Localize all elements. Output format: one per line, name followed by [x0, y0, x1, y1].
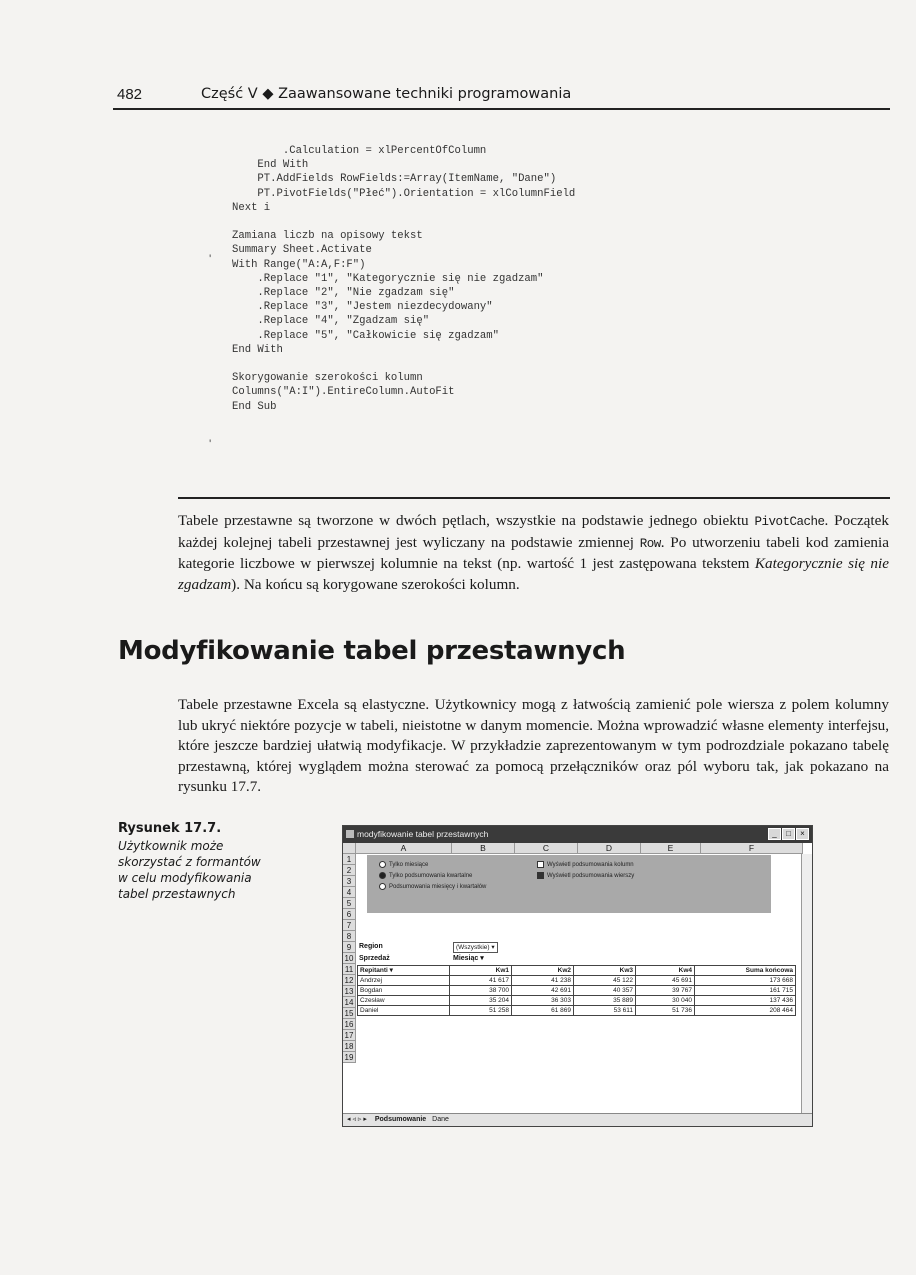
pivot-value-cell: 137 436: [695, 996, 796, 1006]
maximize-button[interactable]: □: [782, 828, 795, 840]
pivot-value-cell: 41 617: [450, 976, 512, 986]
sprzedaz-label: Sprzedaż: [359, 955, 390, 962]
code-line: PT.AddFields RowFields:=Array(ItemName, "Dane"): [232, 173, 557, 186]
excel-window: [342, 825, 813, 1127]
row-header[interactable]: 13: [343, 986, 356, 997]
pivot-header-row: [358, 966, 796, 976]
pivot-value-cell: 173 668: [695, 976, 796, 986]
col-header-b[interactable]: B: [452, 843, 515, 854]
checkbox-icon: [537, 861, 544, 868]
pivot-row-label: Daniel: [358, 1006, 450, 1016]
row-header[interactable]: 7: [343, 920, 356, 931]
region-label: Region: [359, 943, 383, 950]
code-line: Skorygowanie szerokości kolumn: [232, 372, 423, 385]
radio-selected-icon: [379, 872, 386, 879]
option-quarters[interactable]: Tylko podsumowania kwartalne: [379, 872, 472, 879]
pivot-value-cell: 45 122: [574, 976, 636, 986]
code-line: Zamiana liczb na opisowy tekst: [232, 230, 423, 243]
pivot-row-field[interactable]: Repitanti ▾: [358, 966, 450, 976]
comment-marker: ': [209, 437, 212, 451]
code-line: End With: [232, 159, 309, 172]
pivot-col-header: Suma końcowa: [695, 966, 796, 976]
row-header[interactable]: 15: [343, 1008, 356, 1019]
checkbox-row-totals[interactable]: Wyświetl podsumowania wierszy: [537, 872, 634, 879]
row-header[interactable]: 18: [343, 1041, 356, 1052]
row-header[interactable]: 6: [343, 909, 356, 920]
row-header[interactable]: 5: [343, 898, 356, 909]
pivot-value-cell: 45 691: [636, 976, 695, 986]
pivot-table: [357, 965, 796, 1016]
page-number: 482: [117, 86, 143, 103]
code-line: Summary Sheet.Activate: [232, 244, 372, 257]
excel-titlebar: [343, 826, 812, 843]
pivot-col-header: Kw2: [512, 966, 574, 976]
code-line: With Range("A:A,F:F"): [232, 258, 366, 271]
pivot-value-cell: 35 204: [450, 996, 512, 1006]
code-line: PT.PivotFields("Płeć").Orientation = xlColumnField: [232, 187, 576, 200]
pivot-data-row: [358, 976, 796, 986]
pivot-row-label: Andrzej: [358, 976, 450, 986]
row-header[interactable]: 12: [343, 975, 356, 986]
radio-icon: [379, 861, 386, 868]
paragraph-loops: Tabele przestawne są tworzone w dwóch pętlach, wszystkie na podstawie jednego obiektu PivotCache. Początek każdej kolejnej tabeli przestawnej jest wyliczany na podstawie zmiennej Row. Po utworzeniu tabeli kod zamienia kategorie liczbowe w pierwszej kolumnie na tekst (np. wartość 1 jest zastępowana tekstem Kategorycznie się nie zgadzam). Na końcu są korygowane szerokości kolumn.: [178, 512, 889, 593]
pivot-row-label: Bogdan: [358, 986, 450, 996]
code-line: Next i: [232, 201, 271, 214]
pivot-value-cell: 208 464: [695, 1006, 796, 1016]
header-rule: [113, 108, 890, 110]
row-header[interactable]: 17: [343, 1030, 356, 1041]
sheet-tab-podsumowanie[interactable]: Podsumowanie: [374, 1116, 427, 1123]
row-header[interactable]: 4: [343, 887, 356, 898]
figure-caption: Użytkownik może skorzystać z formantów w celu modyfikowania tabel przestawnych: [118, 839, 261, 901]
pivot-value-cell: 36 303: [512, 996, 574, 1006]
col-header-f[interactable]: F: [701, 843, 803, 854]
radio-icon: [379, 883, 386, 890]
code-line: .Replace "1", "Kategorycznie się nie zgadzam": [232, 272, 544, 285]
pivot-value-cell: 42 691: [512, 986, 574, 996]
close-button[interactable]: ×: [796, 828, 809, 840]
code-line: .Replace "3", "Jestem niezdecydowany": [232, 301, 493, 314]
minimize-button[interactable]: _: [768, 828, 781, 840]
code-line: Columns("A:I").EntireColumn.AutoFit: [232, 386, 455, 399]
row-header[interactable]: 19: [343, 1052, 356, 1063]
row-header[interactable]: 10: [343, 953, 356, 964]
col-header-c[interactable]: C: [515, 843, 578, 854]
excel-icon: [346, 830, 354, 838]
pivot-col-header: Kw3: [574, 966, 636, 976]
row-header[interactable]: 11: [343, 964, 356, 975]
code-line: [232, 357, 575, 371]
running-header: [117, 86, 889, 108]
code-line: End With: [232, 343, 283, 356]
row-header[interactable]: 3: [343, 876, 356, 887]
chapter-title: Część V ◆ Zaawansowane techniki programowania: [201, 86, 572, 102]
pivot-value-cell: 40 357: [574, 986, 636, 996]
listing-rule: [178, 497, 890, 499]
col-header-d[interactable]: D: [578, 843, 641, 854]
pivot-value-cell: 30 040: [636, 996, 695, 1006]
row-header[interactable]: 16: [343, 1019, 356, 1030]
paragraph-intro: Tabele przestawne Excela są elastyczne. Użytkownicy mogą z łatwością zamienić pole wiersza z polem kolumny lub ukryć niektóre pozycje w tabeli, nieistotne w danym momencie. Można wprowadzić własne elementy interfejsu, które jeszcze bardziej ułatwią modyfikacje. W przykładzie zaprezentowanym w tym podrozdziale pokazano tabelę przestawną, której wyglądem można sterować za pomocą przełączników oraz pól wyboru tak, jak pokazano na rysunku 17.7.: [178, 696, 889, 795]
row-header[interactable]: 9: [343, 942, 356, 953]
col-header-e[interactable]: E: [641, 843, 701, 854]
sheet-nav-icons[interactable]: ◂ ◃ ▹ ▸: [347, 1116, 367, 1123]
figure-label: Rysunek 17.7.: [118, 821, 222, 836]
sheet-tab-bar: [343, 1113, 812, 1126]
pivot-data-row: [358, 1006, 796, 1016]
pivot-value-cell: 161 715: [695, 986, 796, 996]
pivot-value-cell: 41 238: [512, 976, 574, 986]
code-listing: [232, 144, 575, 414]
pivot-row-label: Czesław: [358, 996, 450, 1006]
row-header[interactable]: 2: [343, 865, 356, 876]
corner-cell[interactable]: [343, 843, 356, 854]
row-header[interactable]: 1: [343, 854, 356, 865]
vertical-scrollbar[interactable]: [801, 854, 812, 1115]
col-header-a[interactable]: A: [356, 843, 452, 854]
pivot-data-row: [358, 996, 796, 1006]
pivot-value-cell: 51 258: [450, 1006, 512, 1016]
region-dropdown[interactable]: (Wszystkie) ▾: [453, 942, 498, 953]
row-header[interactable]: 8: [343, 931, 356, 942]
pivot-value-cell: 35 889: [574, 996, 636, 1006]
miesiac-label[interactable]: Miesiąc ▾: [453, 955, 484, 962]
checkbox-checked-icon: [537, 872, 544, 879]
pivot-value-cell: 38 700: [450, 986, 512, 996]
options-panel: [367, 855, 771, 913]
code-line: .Calculation = xlPercentOfColumn: [232, 145, 487, 157]
code-line: [232, 215, 575, 229]
pivot-col-header: Kw1: [450, 966, 512, 976]
pivot-col-header: Kw4: [636, 966, 695, 976]
code-line: End Sub: [232, 400, 277, 413]
row-header[interactable]: 14: [343, 997, 356, 1008]
comment-marker: ': [209, 252, 212, 266]
code-line: .Replace "2", "Nie zgadzam się": [232, 287, 455, 300]
option-both[interactable]: Podsumowania miesięcy i kwartałów: [379, 883, 486, 890]
option-months[interactable]: Tylko miesiące: [379, 861, 428, 868]
window-title: modyfikowanie tabel przestawnych: [357, 829, 489, 839]
pivot-value-cell: 61 869: [512, 1006, 574, 1016]
pivot-value-cell: 53 611: [574, 1006, 636, 1016]
sheet-tab-dane[interactable]: Dane: [432, 1116, 449, 1123]
code-line: .Replace "4", "Zgadzam się": [232, 315, 430, 328]
section-heading: Modyfikowanie tabel przestawnych: [118, 636, 626, 666]
pivot-value-cell: 39 767: [636, 986, 695, 996]
pivot-value-cell: 51 736: [636, 1006, 695, 1016]
code-line: .Replace "5", "Całkowicie się zgadzam": [232, 329, 500, 342]
checkbox-column-totals[interactable]: Wyświetl podsumowania kolumn: [537, 861, 634, 868]
pivot-data-row: [358, 986, 796, 996]
